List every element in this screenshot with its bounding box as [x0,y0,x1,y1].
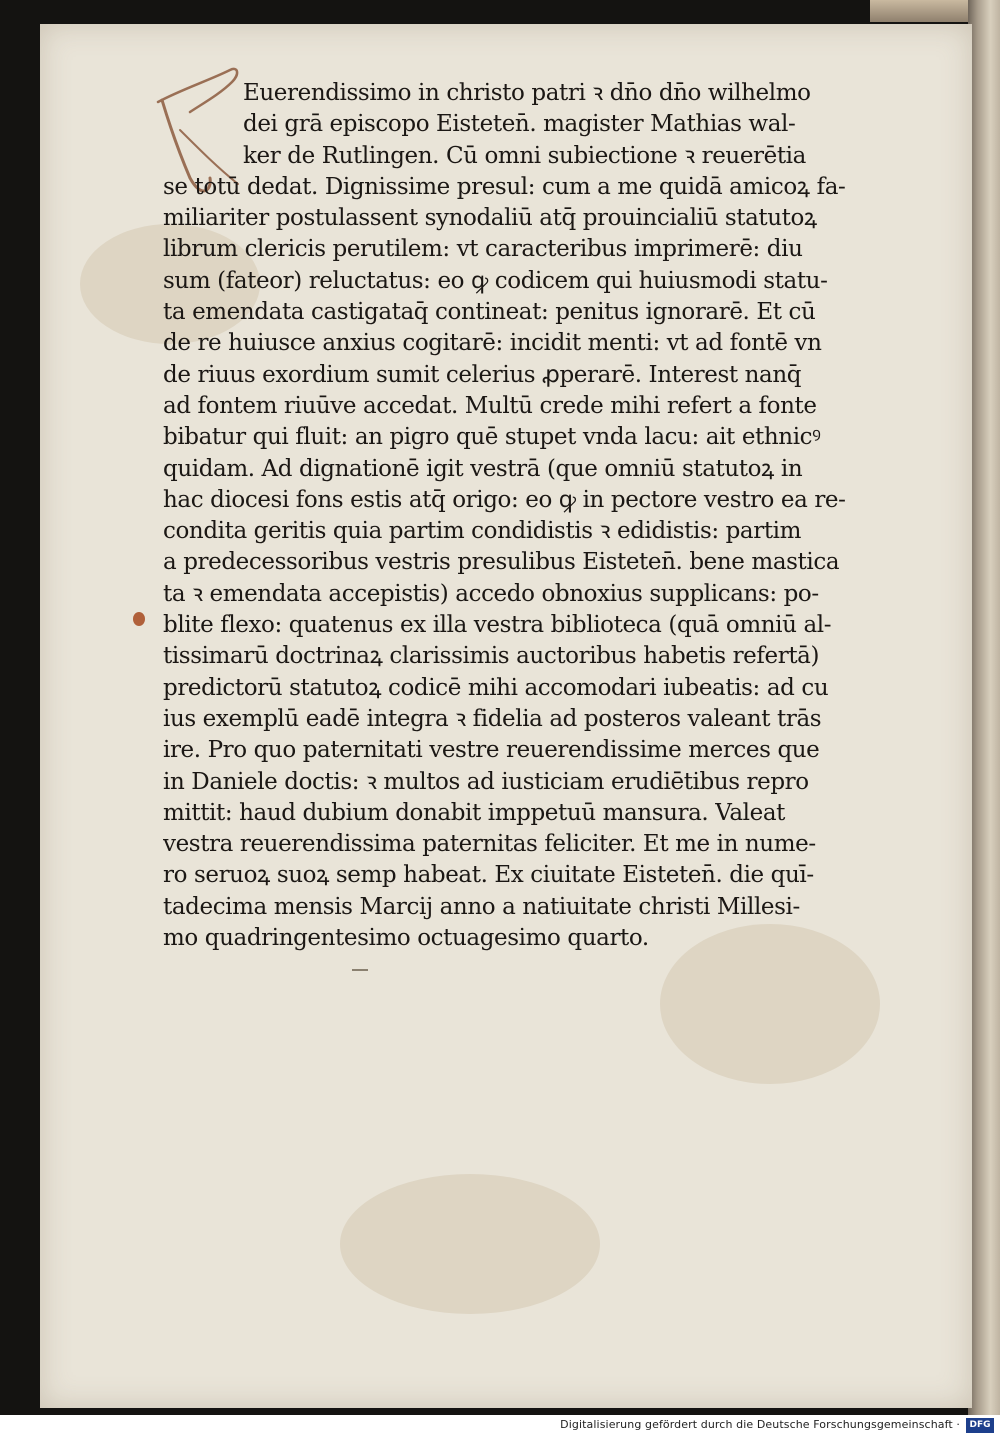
text-line: hac diocesi fons estis atq̄ origo: eo ꝙ in pectore vestro ea re- [163,486,846,513]
text-line: ire. Pro quo paternitati vestre reuerendissime merces que [163,737,820,764]
text-line: tissimarū doctrinaꝝ clarissimis auctoribus habetis refertā) [163,643,820,670]
text-line: librum clericis perutilem: vt caracteribus imprimerē: diu [163,236,803,263]
text-line: vestra reuerendissima paternitas feliciter. Et me in nume- [163,831,816,858]
text-line: predictorū statutoꝝ codicē mihi accomodari iubeatis: ad cu [163,674,829,701]
paper-stain [340,1174,600,1314]
text-line: dei grā episcopo Eisteten̄. magister Mathias wal- [243,111,796,138]
letter-text [163,78,863,954]
wax-spot [133,612,145,626]
catchword-mark [352,969,368,971]
text-line: de re huiusce anxius cogitarē: incidit menti: vt ad fontē vn [163,330,822,357]
text-line: ro seruoꝝ suoꝝ semp habeat. Ex ciuitate Eisteten̄. die quī- [163,862,814,889]
text-line: miliariter postulassent synodaliū atq̄ prouincialiū statutoꝝ [163,205,817,232]
footer-bar [0,1415,1000,1437]
text-line: ta ꝛ emendata accepistis) accedo obnoxius supplicans: po- [163,580,819,607]
text-line: a predecessoribus vestris presulibus Eisteten̄. bene mastica [163,549,840,576]
text-line: Euerendissimo in christo patri ꝛ dn̄o dn̄o wilhelmo [243,80,811,106]
text-line: in Daniele doctis: ꝛ multos ad iusticiam erudiētibus repro [163,768,809,795]
text-line: mittit: haud dubium donabit imppetuū mansura. Valeat [163,799,785,826]
text-line: tadecima mensis Marcij anno a natiuitate christi Millesi- [163,893,800,920]
text-line: de riuus exordium sumit celerius ꝓperarē. Interest nanq̄ [163,361,802,388]
page-stack-edge [968,0,1000,1415]
text-line: sum (fateor) reluctatus: eo ꝙ codicem qui huiusmodi statu- [163,267,828,294]
text-line: ad fontem riuūve accedat. Multū crede mihi refert a fonte [163,392,817,419]
text-line: se totū dedat. Dignissime presul: cum a me quidā amicoꝝ fa- [163,173,846,200]
text-line: condita geritis quia partim condidistis ꝛ edidistis: partim [163,518,802,545]
text-line: ta emendata castigataq̄ contineat: penitus ignorarē. Et cū [163,299,816,326]
text-line: quidam. Ad dignationē igit vestrā (que omniū statutoꝝ in [163,455,803,482]
text-line: ker de Rutlingen. Cū omni subiectione ꝛ reuerētia [243,142,806,169]
funding-credit: Digitalisierung gefördert durch die Deutsche Forschungsgemeinschaft · [560,1418,960,1431]
dfg-logo: DFG [966,1418,994,1433]
text-line: blite flexo: quatenus ex illa vestra biblioteca (quā omniū al- [163,612,832,639]
text-line: ius exemplū eadē integra ꝛ fidelia ad posteros valeant trās [163,705,822,732]
text-line: bibatur qui fluit: an pigro quē stupet vnda lacu: ait ethnicꝰ [163,424,821,451]
text-line: mo quadringentesimo octuagesimo quarto. [163,925,649,952]
